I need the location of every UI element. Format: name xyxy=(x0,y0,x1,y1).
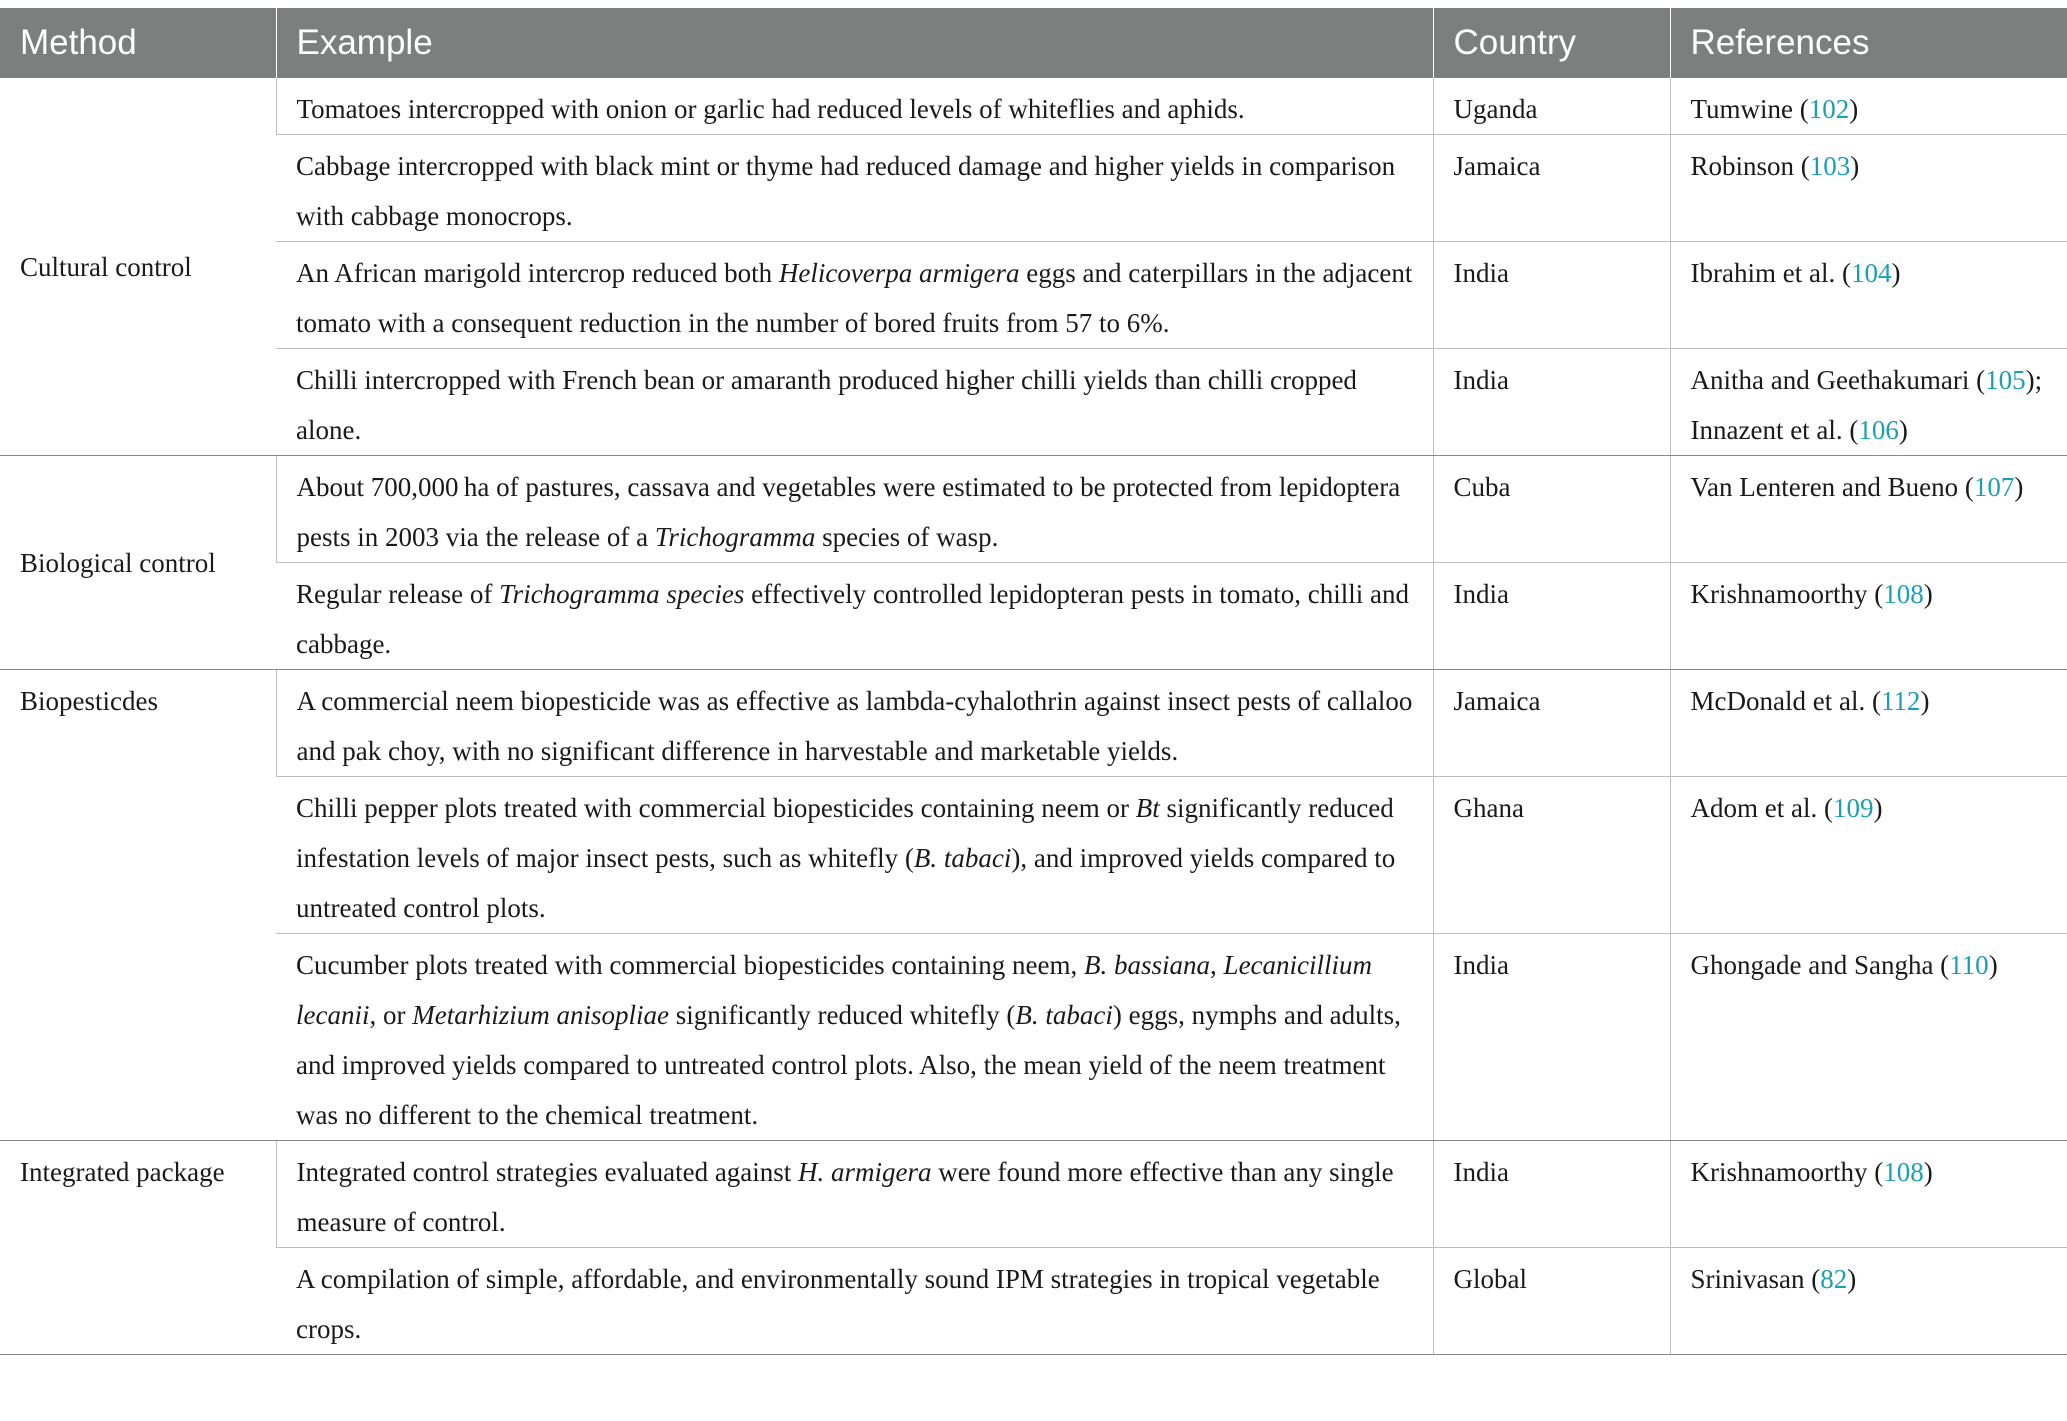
reference-link[interactable]: 112 xyxy=(1880,686,1921,716)
italic-term: Metarhizium anisopliae xyxy=(412,1000,669,1030)
country-cell: Global xyxy=(1433,1248,1670,1355)
method-cell: Integrated package xyxy=(0,1141,276,1355)
table-row xyxy=(0,78,2067,135)
reference-link[interactable]: 104 xyxy=(1850,258,1892,288)
table-row xyxy=(0,456,2067,563)
table-row xyxy=(0,670,2067,777)
country-cell: India xyxy=(1433,242,1670,349)
table-body xyxy=(0,78,2067,1355)
country-cell: Ghana xyxy=(1433,777,1670,934)
example-cell: Chilli pepper plots treated with commercial biopesticides containing neem or Bt significantly reduced infestation levels of major insect pests, such as whitefly (B. tabaci), and improved yields compared to untreated control plots. xyxy=(276,777,1433,934)
method-cell: Cultural control xyxy=(0,78,276,456)
method-cell: Biological control xyxy=(0,456,276,670)
table-row xyxy=(0,563,2067,670)
table-row xyxy=(0,934,2067,1141)
example-cell: Cucumber plots treated with commercial biopesticides containing neem, B. bassiana, Lecanicillium lecanii, or Metarhizium anisopliae significantly reduced whitefly (B. tabaci) eggs, nymphs and adults, and improved yields compared to untreated control plots. Also, the mean yield of the neem treatment was no different to the chemical treatment. xyxy=(276,934,1433,1141)
references-cell: Van Lenteren and Bueno (107) xyxy=(1670,456,2067,563)
country-cell: Uganda xyxy=(1433,78,1670,135)
table-row xyxy=(0,349,2067,456)
ipm-methods-table xyxy=(0,8,2067,1355)
references-cell: Tumwine (102) xyxy=(1670,78,2067,135)
country-cell: Jamaica xyxy=(1433,670,1670,777)
country-cell: India xyxy=(1433,1141,1670,1248)
example-cell: A compilation of simple, affordable, and environmentally sound IPM strategies in tropical vegetable crops. xyxy=(276,1248,1433,1355)
italic-term: Helicoverpa armigera xyxy=(778,258,1020,288)
example-cell: An African marigold intercrop reduced both Helicoverpa armigera eggs and caterpillars in the adjacent tomato with a consequent reduction in the number of bored fruits from 57 to 6%. xyxy=(276,242,1433,349)
references-cell: Ghongade and Sangha (110) xyxy=(1670,934,2067,1141)
header-row xyxy=(0,8,2067,78)
example-cell: About 700,000 ha of pastures, cassava and vegetables were estimated to be protected from lepidoptera pests in 2003 via the release of a Trichogramma species of wasp. xyxy=(276,456,1433,563)
reference-link[interactable]: 108 xyxy=(1883,579,1924,609)
table-row xyxy=(0,777,2067,934)
header-method: Method xyxy=(0,8,276,78)
table-row xyxy=(0,1248,2067,1355)
data-table-container xyxy=(0,8,2067,1355)
table-row xyxy=(0,1141,2067,1248)
reference-link[interactable]: 105 xyxy=(1985,365,2026,395)
italic-term: B. tabaci xyxy=(913,843,1012,873)
reference-link[interactable]: 108 xyxy=(1883,1157,1924,1187)
italic-term: Lecanicillium lecanii xyxy=(296,950,1373,1030)
references-cell: Anitha and Geethakumari (105); Innazent et al. (106) xyxy=(1670,349,2067,456)
country-cell: India xyxy=(1433,349,1670,456)
method-cell: Biopesticdes xyxy=(0,670,276,1141)
references-cell: Srinivasan (82) xyxy=(1670,1248,2067,1355)
reference-link[interactable]: 82 xyxy=(1820,1264,1848,1294)
example-cell: Chilli intercropped with French bean or amaranth produced higher chilli yields than chilli cropped alone. xyxy=(276,349,1433,456)
reference-link[interactable]: 103 xyxy=(1809,151,1851,181)
italic-term: Bt xyxy=(1135,793,1160,823)
header-country: Country xyxy=(1433,8,1670,78)
table-header xyxy=(0,8,2067,78)
table-row xyxy=(0,242,2067,349)
italic-term: H. armigera xyxy=(798,1157,932,1187)
header-references: References xyxy=(1670,8,2067,78)
italic-term: B. bassiana xyxy=(1084,950,1211,980)
example-cell: Tomatoes intercropped with onion or garlic had reduced levels of whiteflies and aphids. xyxy=(276,78,1433,135)
reference-link[interactable]: 109 xyxy=(1832,793,1874,823)
header-example: Example xyxy=(276,8,1433,78)
references-cell: Adom et al. (109) xyxy=(1670,777,2067,934)
example-cell: Regular release of Trichogramma species effectively controlled lepidopteran pests in tomato, chilli and cabbage. xyxy=(276,563,1433,670)
example-cell: A commercial neem biopesticide was as effective as lambda-cyhalothrin against insect pests of callaloo and pak choy, with no significant difference in harvestable and marketable yields. xyxy=(276,670,1433,777)
italic-term: Trichogramma species xyxy=(499,579,745,609)
references-cell: Ibrahim et al. (104) xyxy=(1670,242,2067,349)
references-cell: Krishnamoorthy (108) xyxy=(1670,563,2067,670)
example-cell: Cabbage intercropped with black mint or thyme had reduced damage and higher yields in comparison with cabbage monocrops. xyxy=(276,135,1433,242)
references-cell: McDonald et al. (112) xyxy=(1670,670,2067,777)
references-cell: Robinson (103) xyxy=(1670,135,2067,242)
italic-term: Trichogramma xyxy=(654,522,816,552)
reference-link[interactable]: 110 xyxy=(1949,950,1989,980)
table-row xyxy=(0,135,2067,242)
country-cell: India xyxy=(1433,563,1670,670)
country-cell: India xyxy=(1433,934,1670,1141)
country-cell: Cuba xyxy=(1433,456,1670,563)
italic-term: B. tabaci xyxy=(1015,1000,1113,1030)
reference-link[interactable]: 106 xyxy=(1858,415,1899,445)
country-cell: Jamaica xyxy=(1433,135,1670,242)
reference-link[interactable]: 107 xyxy=(1973,472,2015,502)
reference-link[interactable]: 102 xyxy=(1808,94,1850,124)
example-cell: Integrated control strategies evaluated against H. armigera were found more effective than any single measure of control. xyxy=(276,1141,1433,1248)
references-cell: Krishnamoorthy (108) xyxy=(1670,1141,2067,1248)
